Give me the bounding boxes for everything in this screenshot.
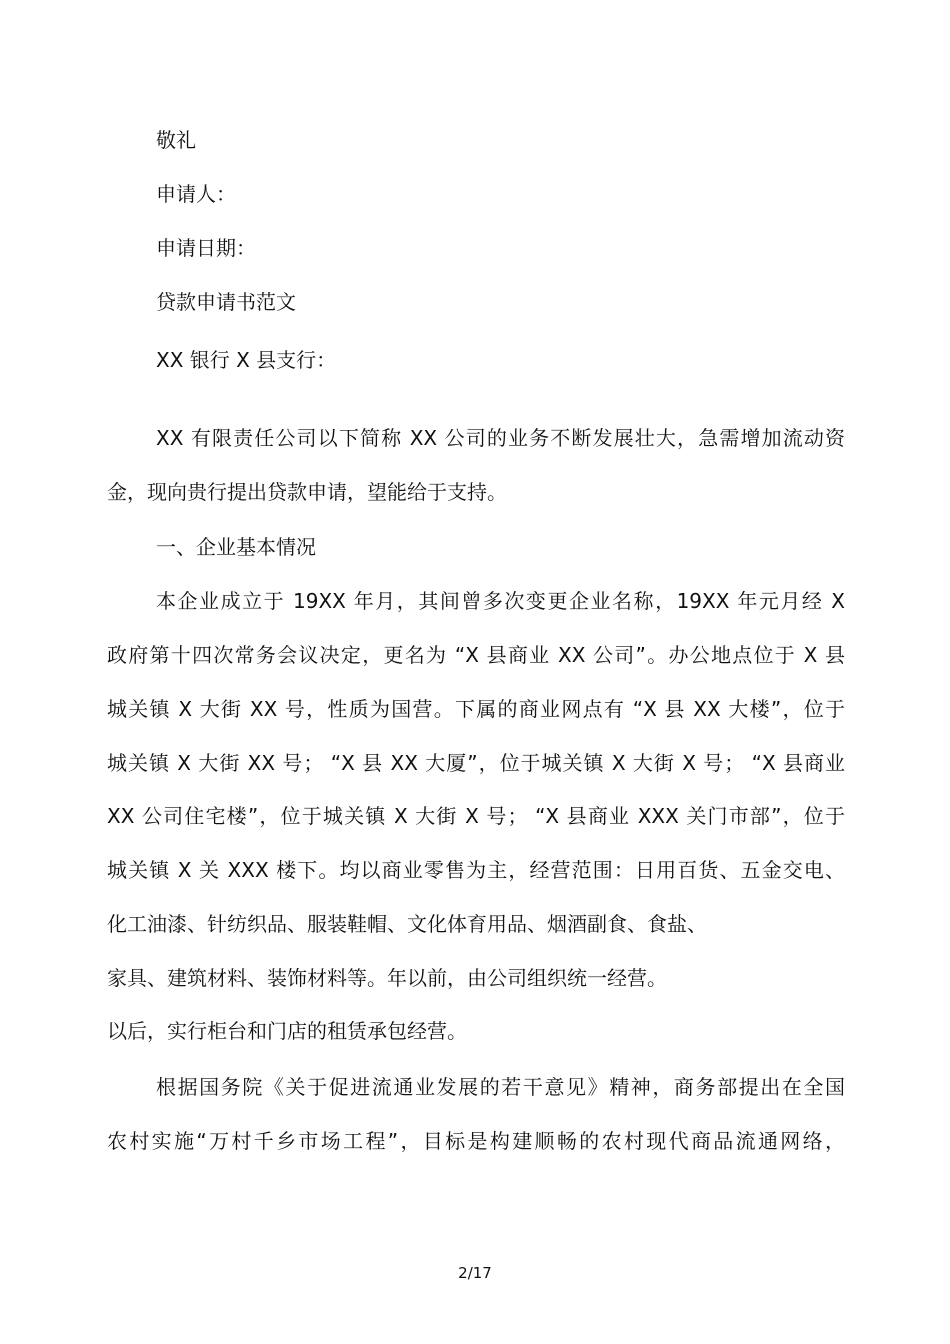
closing-salutation: 敬礼 [156, 128, 196, 152]
paragraph-line: 城关镇 X 关 XXX 楼下。均以商业零售为主，经营范围：日用百货、五金交电、 [107, 858, 845, 882]
paragraph-line: 城关镇 X 大街 XX 号，性质为国营。下属的商业网点有 “X 县 XX 大楼”，位于 [107, 697, 845, 721]
addressee: XX 银行 X 县支行： [156, 348, 337, 372]
application-date-label: 申请日期： [156, 236, 256, 260]
paragraph-line: 金，现向贵行提出贷款申请，望能给于支持。 [107, 480, 507, 504]
paragraph-line: 化工油漆、针纺织品、服装鞋帽、文化体育用品、烟酒副食、食盐、 [107, 912, 707, 936]
paragraph-line: 本企业成立于 19XX 年月，其间曾多次变更企业名称，19XX 年元月经 X [156, 589, 845, 613]
paragraph-line: 农村实施“万村千乡市场工程”，目标是构建顺畅的农村现代商品流通网络， [107, 1129, 845, 1153]
section-heading: 一、企业基本情况 [156, 535, 316, 559]
applicant-label: 申请人： [156, 182, 236, 206]
paragraph-line: 以后，实行柜台和门店的租赁承包经营。 [107, 1019, 467, 1043]
paragraph-line: 家具、建筑材料、装饰材料等。年以前，由公司组织统一经营。 [107, 966, 667, 990]
paragraph-line: 城关镇 X 大街 XX 号； “X 县 XX 大厦”，位于城关镇 X 大街 X 号； “X 县商业 [107, 751, 845, 775]
page-number: 2/17 [458, 1264, 492, 1282]
paragraph-line: 政府第十四次常务会议决定，更名为 “X 县商业 XX 公司”。办公地点位于 X 县 [107, 643, 845, 667]
document-title: 贷款申请书范文 [156, 290, 296, 314]
paragraph-line: XX 有限责任公司以下简称 XX 公司的业务不断发展壮大，急需增加流动资 [156, 426, 845, 450]
paragraph-line: XX 公司住宅楼”，位于城关镇 X 大街 X 号； “X 县商业 XXX 关门市部”，位于 [107, 804, 845, 828]
paragraph-line: 根据国务院《关于促进流通业发展的若干意见》精神，商务部提出在全国 [156, 1075, 845, 1099]
